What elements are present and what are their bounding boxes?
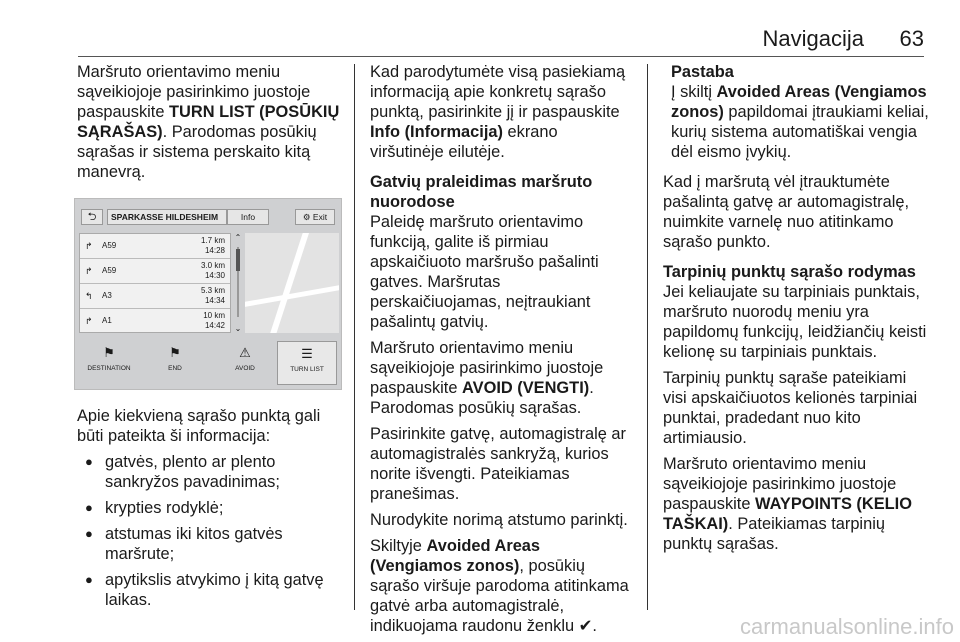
section-title: Navigacija <box>762 26 864 51</box>
list-item: ↰ A3 5.3 km 14:34 <box>80 284 230 309</box>
paragraph-distance: Nurodykite norimą atstumo parinktį. <box>370 511 628 529</box>
column-divider-2 <box>647 64 648 610</box>
paragraph-waypoints-intro: Jei keliaujate su tarpiniais punktais, maršruto nuorodų meniu yra papildomų funkcijų, leidžiančių keisti kelionę su tarpiniais punktais. <box>663 283 927 361</box>
map-preview <box>245 233 339 333</box>
column-2 <box>370 62 634 642</box>
paragraph-avoid-intro: Paleidę maršruto orientavimo funkciją, galite iš pirmiau apskaičiuoto maršrušo pašalinti gatves. Maršrutas perskaičiuojamas, neįtraukiant pašalintų gatvių. <box>370 213 599 331</box>
turn-list-button: ☰ TURN LIST <box>277 341 337 385</box>
note-title: Pastaba <box>671 63 734 81</box>
column-divider-1 <box>354 64 355 610</box>
column-3 <box>663 62 931 560</box>
list-item: ● apytikslis atvykimo į kitą gatvę laikas. <box>77 570 345 610</box>
scrollbar <box>233 233 243 333</box>
list-item: ↱ A59 1.7 km 14:28 <box>80 234 230 259</box>
list-item: ↱ A59 3.0 km 14:30 <box>80 259 230 284</box>
page-number: 63 <box>899 26 924 51</box>
screen-selection-bar <box>79 341 337 385</box>
heading-avoid-streets: Gatvių praleidimas maršruto nuorodose <box>370 173 593 211</box>
list-item: ↱ A1 10 km 14:42 <box>85 311 225 330</box>
turn-arrow-icon: ↰ <box>85 291 93 301</box>
paragraph-waypoints-list: Tarpinių punktų sąraše pateikiami visi apskaičiuotos kelionės tarpiniai punktai, pradedant nuo kito artimiausio. <box>663 369 918 447</box>
turn-list-term: TURN LIST (POSŪKIŲ SĄRAŠAS) <box>77 103 340 141</box>
end-button: ⚑ END <box>149 341 201 385</box>
info-bullet-list <box>77 452 345 610</box>
checkmark-icon: ✔. <box>578 617 597 635</box>
paragraph-avoided-areas: Skiltyje Avoided Areas (Vengiamos zonos), posūkių sąrašo viršuje parodoma atitinkama gatvė arba automagistralė, indikuojama raudonu ženklu ✔. <box>370 537 629 635</box>
list-item: ● gatvės, plento ar plento sankryžos pavadinimas; <box>77 452 345 492</box>
paragraph-info-intro: Apie kiekvieną sąrašo punktą gali būti pateikta ši informacija: <box>77 407 321 445</box>
header-rule <box>78 56 924 57</box>
paragraph-restore: Kad į maršrutą vėl įtrauktumėte pašalintą gatvę ar automagistralę, nuimkite varnelę nuo atitinkamo sąrašo punkto. <box>663 173 910 251</box>
navigation-screen-image <box>74 198 342 390</box>
exit-button: ⚙ Exit <box>295 209 335 225</box>
avoid-icon: ⚠ <box>239 345 251 360</box>
destination-label: SPARKASSE HILDESHEIM <box>107 209 227 225</box>
back-icon: ⮌ <box>81 209 103 225</box>
turn-arrow-icon: ↱ <box>85 316 93 326</box>
turn-arrow-icon: ↱ <box>85 241 93 251</box>
list-item: ● atstumas iki kitos gatvės maršrute; <box>77 524 345 564</box>
turn-list <box>79 233 231 333</box>
watermark: carmanualsonline.info <box>739 614 954 639</box>
avoid-button: ⚠ AVOID <box>219 341 271 385</box>
screen-top-bar <box>79 207 337 227</box>
column-1 <box>77 62 345 188</box>
list-item: ● krypties rodyklė; <box>77 498 345 518</box>
paragraph-waypoints-button: Maršruto orientavimo meniu sąveikiojoje pasirinkimo juostoje paspauskite WAYPOINTS (KELIO TAŠKAI). Pateikiamas tarpinių punktų sąrašas. <box>663 455 912 553</box>
paragraph-avoid-button: Maršruto orientavimo meniu sąveikiojoje pasirinkimo juostoje paspauskite AVOID (VENGTI). Parodomas posūkių sąrašas. <box>370 339 604 417</box>
destination-button: ⚑ DESTINATION <box>79 341 139 385</box>
column-1-lower <box>77 406 345 616</box>
page-header <box>0 0 960 58</box>
scroll-thumb <box>236 249 240 271</box>
heading-waypoints: Tarpinių punktų sąrašo rodymas <box>663 263 916 281</box>
list-icon: ☰ <box>301 346 313 361</box>
chevron-up-icon: ⌃ <box>234 233 242 242</box>
turn-arrow-icon: ↱ <box>85 266 93 276</box>
paragraph-info: Kad parodytumėte visą pasiekiamą informaciją apie konkretų sąrašo punktą, pasirinkite jį ir paspauskite Info (Informacija) ekrano viršutinėje eilutėje. <box>370 63 626 161</box>
flag-icon: ⚑ <box>103 345 115 360</box>
chevron-down-icon: ⌄ <box>234 324 242 333</box>
info-button: Info <box>227 209 269 225</box>
paragraph-select-street: Pasirinkite gatvę, automagistralę ar automagistralės sankryžą, kurios norite išvengti. Pateikiamas pranešimas. <box>370 425 626 503</box>
note-box: Pastaba Į skiltį Avoided Areas (Vengiamos zonos) papildomai įtraukiami keliai, kurių sistema automatiškai vengia dėl eismo įvykių. <box>671 63 929 161</box>
paragraph-turn-list: Maršruto orientavimo meniu sąveikiojoje pasirinkimo juostoje paspauskite TURN LIST (POSŪKIŲ SĄRAŠAS). Parodomas posūkių sąrašas ir sistema perskaito kitą manevrą. <box>77 63 340 181</box>
end-flag-icon: ⚑ <box>169 345 181 360</box>
